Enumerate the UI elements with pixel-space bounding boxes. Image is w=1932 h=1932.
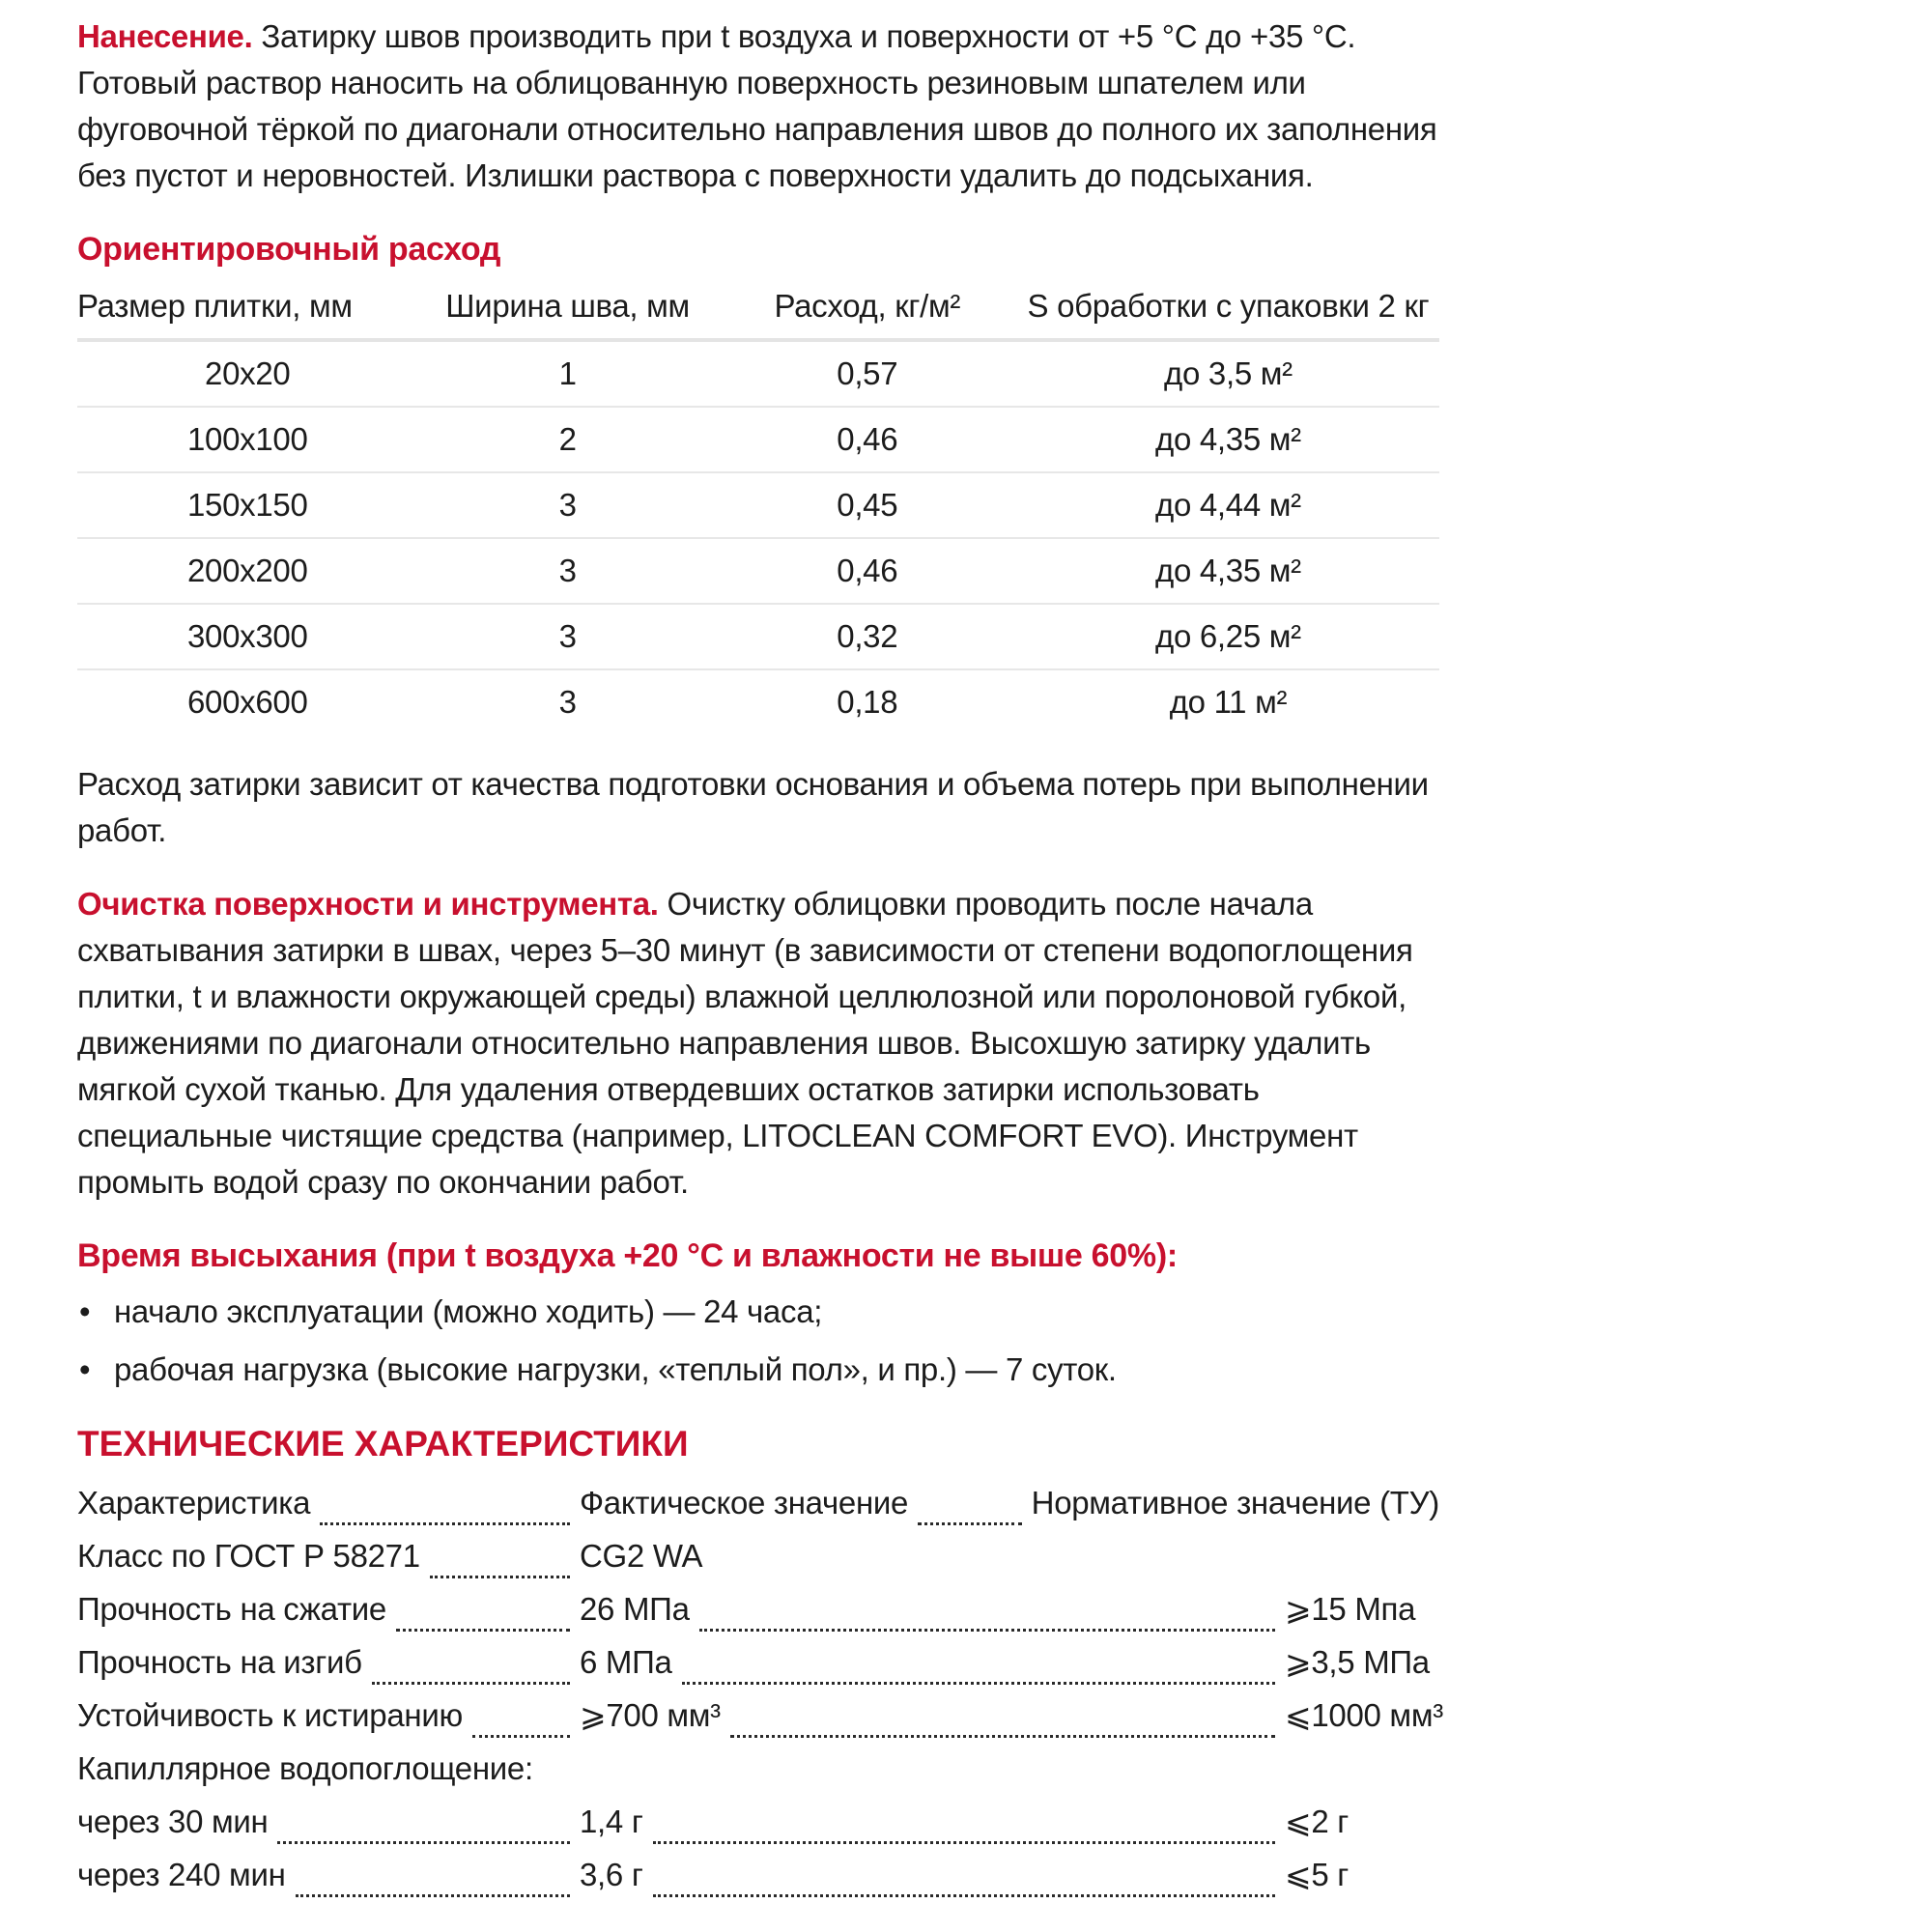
tech-value: ⩾700 мм³ <box>580 1697 721 1733</box>
dot-leader <box>372 1682 570 1685</box>
dot-leader <box>296 1894 571 1897</box>
cleaning-text: Очистку облицовки проводить после начала схватывания затирки в швах, через 5–30 минут (в зависимости от степени водопоглощения плитки, t и влажности окружающей среды) влажной целлюлозной или поролоновой губкой, движениями по диагонали относительно направления швов. Высохшую затирку удалить мягкой сухой тканью. Для удаления отвердевших остатков затирки использовать специальные чистящие средства (например, LITOCLEAN COMFORT EVO). Инструмент промыть водой сразу по окончании работ. <box>77 886 1413 1200</box>
tech-norm: Нормативное значение (ТУ) <box>1031 1485 1439 1520</box>
table-header-row <box>77 282 1439 340</box>
table-row <box>77 472 1439 538</box>
dot-leader <box>472 1735 570 1738</box>
application-heading: Нанесение. <box>77 18 253 54</box>
col-header-joint-width: Ширина шва, мм <box>418 282 718 340</box>
tech-norm: ⩽5 г <box>1285 1857 1350 1892</box>
dot-leader <box>430 1576 570 1578</box>
cell-coverage: до 4,44 м² <box>1017 472 1439 538</box>
tech-label-cell <box>77 1476 580 1529</box>
cleaning-heading: Очистка поверхности и инструмента. <box>77 886 659 922</box>
consumption-table <box>77 282 1439 734</box>
tech-value: Фактическое значение <box>580 1485 909 1520</box>
cell-joint-width: 3 <box>418 604 718 669</box>
tech-row <box>77 1742 1439 1795</box>
tech-label-cell <box>77 1529 580 1582</box>
dot-leader <box>653 1894 1275 1897</box>
tech-label: Прочность на сжатие <box>77 1591 386 1627</box>
tech-value-cell <box>580 1635 1285 1689</box>
list-item: • рабочая нагрузка (высокие нагрузки, «теплый пол», и пр.) — 7 суток. <box>77 1347 1439 1393</box>
cell-tile-size: 600х600 <box>186 684 308 720</box>
cell-consumption: 0,45 <box>718 472 1017 538</box>
consumption-table-body <box>77 340 1439 734</box>
consumption-table-header <box>77 282 1439 340</box>
dot-leader <box>699 1629 1275 1632</box>
tech-value: 1,4 г <box>580 1804 643 1839</box>
tech-label: Капиллярное водопоглощение: <box>77 1750 533 1786</box>
tech-label-cell <box>77 1689 580 1742</box>
tech-value: 26 МПа <box>580 1591 690 1627</box>
cleaning-paragraph <box>77 881 1439 1206</box>
tech-value: CG2 WA <box>580 1538 703 1574</box>
cell-consumption: 0,46 <box>718 538 1017 604</box>
table-row <box>77 669 1439 734</box>
tech-label-cell <box>77 1635 580 1689</box>
tech-label: через 240 мин <box>77 1857 286 1892</box>
cell-consumption: 0,57 <box>718 340 1017 407</box>
tech-label: Характеристика <box>77 1485 311 1520</box>
tech-norm: ⩽2 г <box>1285 1804 1350 1839</box>
tech-norm: ⩽1000 мм³ <box>1285 1697 1443 1733</box>
tech-label: Устойчивость к истиранию <box>77 1697 463 1733</box>
dot-leader <box>320 1522 570 1525</box>
cell-coverage: до 6,25 м² <box>1017 604 1439 669</box>
cell-coverage: до 4,35 м² <box>1017 407 1439 472</box>
drying-bullet-list <box>77 1289 1439 1393</box>
tech-label-cell <box>77 1795 580 1848</box>
tech-norm: ⩾3,5 МПа <box>1285 1644 1430 1680</box>
tech-row <box>77 1635 1439 1689</box>
cell-joint-width: 3 <box>418 472 718 538</box>
cell-consumption: 0,32 <box>718 604 1017 669</box>
cell-coverage: до 4,35 м² <box>1017 538 1439 604</box>
tech-row <box>77 1795 1439 1848</box>
cell-tile-size: 20х20 <box>77 340 418 407</box>
cell-joint-width: 3 <box>558 684 577 720</box>
cell-joint-width: 1 <box>418 340 718 407</box>
table-row <box>77 407 1439 472</box>
tech-row <box>77 1689 1443 1742</box>
cell-coverage: до 11 м² <box>1169 684 1288 720</box>
consumption-heading: Ориентировочный расход <box>77 231 501 268</box>
tech-value: 6 МПа <box>580 1644 672 1680</box>
dot-leader <box>918 1522 1022 1525</box>
tech-value-cell <box>580 1848 1285 1901</box>
tech-row <box>77 1529 1439 1582</box>
tech-label: через 30 мин <box>77 1804 269 1839</box>
tech-value: 3,6 г <box>580 1857 643 1892</box>
application-paragraph <box>77 14 1439 199</box>
dot-leader <box>653 1841 1275 1844</box>
cell-tile-size: 100х100 <box>77 407 418 472</box>
drying-heading: Время высыхания (при t воздуха +20 °C и влажности не выше 60%): <box>77 1237 1178 1274</box>
tech-row <box>77 1848 1439 1901</box>
tech-label-cell <box>77 1848 580 1901</box>
cell-joint-width: 3 <box>418 538 718 604</box>
tech-label-cell <box>77 1582 580 1635</box>
tech-label: Прочность на изгиб <box>77 1644 362 1680</box>
tech-header-row <box>77 1476 1439 1529</box>
cell-tile-size: 200х200 <box>77 538 418 604</box>
tech-heading: ТЕХНИЧЕСКИЕ ХАРАКТЕРИСТИКИ <box>77 1424 689 1463</box>
tech-label: Класс по ГОСТ Р 58271 <box>77 1538 420 1574</box>
cell-consumption: 0,46 <box>718 407 1017 472</box>
tech-norm: ⩾15 Мпа <box>1285 1591 1416 1627</box>
tech-table <box>77 1476 1443 1901</box>
table-row <box>77 340 1439 407</box>
table-row <box>77 604 1439 669</box>
cell-joint-width: 2 <box>418 407 718 472</box>
consumption-note: Расход затирки зависит от качества подготовки основания и объема потерь при выполнении работ. <box>77 766 1429 848</box>
cell-coverage: до 3,5 м² <box>1017 340 1439 407</box>
col-header-tile-size: Размер плитки, мм <box>77 282 418 340</box>
dot-leader <box>730 1735 1275 1738</box>
tech-value-cell <box>580 1689 1285 1742</box>
col-header-coverage: S обработки с упаковки 2 кг <box>1017 282 1439 340</box>
tech-row <box>77 1582 1439 1635</box>
cell-tile-size: 300х300 <box>77 604 418 669</box>
dot-leader <box>682 1682 1275 1685</box>
dot-leader <box>277 1841 570 1844</box>
tech-value-cell <box>580 1795 1285 1848</box>
dot-leader <box>396 1629 570 1632</box>
cell-tile-size: 150х150 <box>77 472 418 538</box>
cell-consumption: 0,18 <box>837 684 898 720</box>
application-text: Затирку швов производить при t воздуха и поверхности от +5 °C до +35 °C. Готовый раствор наносить на облицованную поверхность резиновым шпателем или фуговочной тёркой по диагонали относительно направления швов до полного их заполнения без пустот и неровностей. Излишки раствора с поверхности удалить до подсыхания. <box>77 18 1437 193</box>
col-header-consumption: Расход, кг/м² <box>718 282 1017 340</box>
tech-value-cell <box>580 1582 1285 1635</box>
list-item: • начало эксплуатации (можно ходить) — 24 часа; <box>77 1289 1439 1335</box>
table-row <box>77 538 1439 604</box>
